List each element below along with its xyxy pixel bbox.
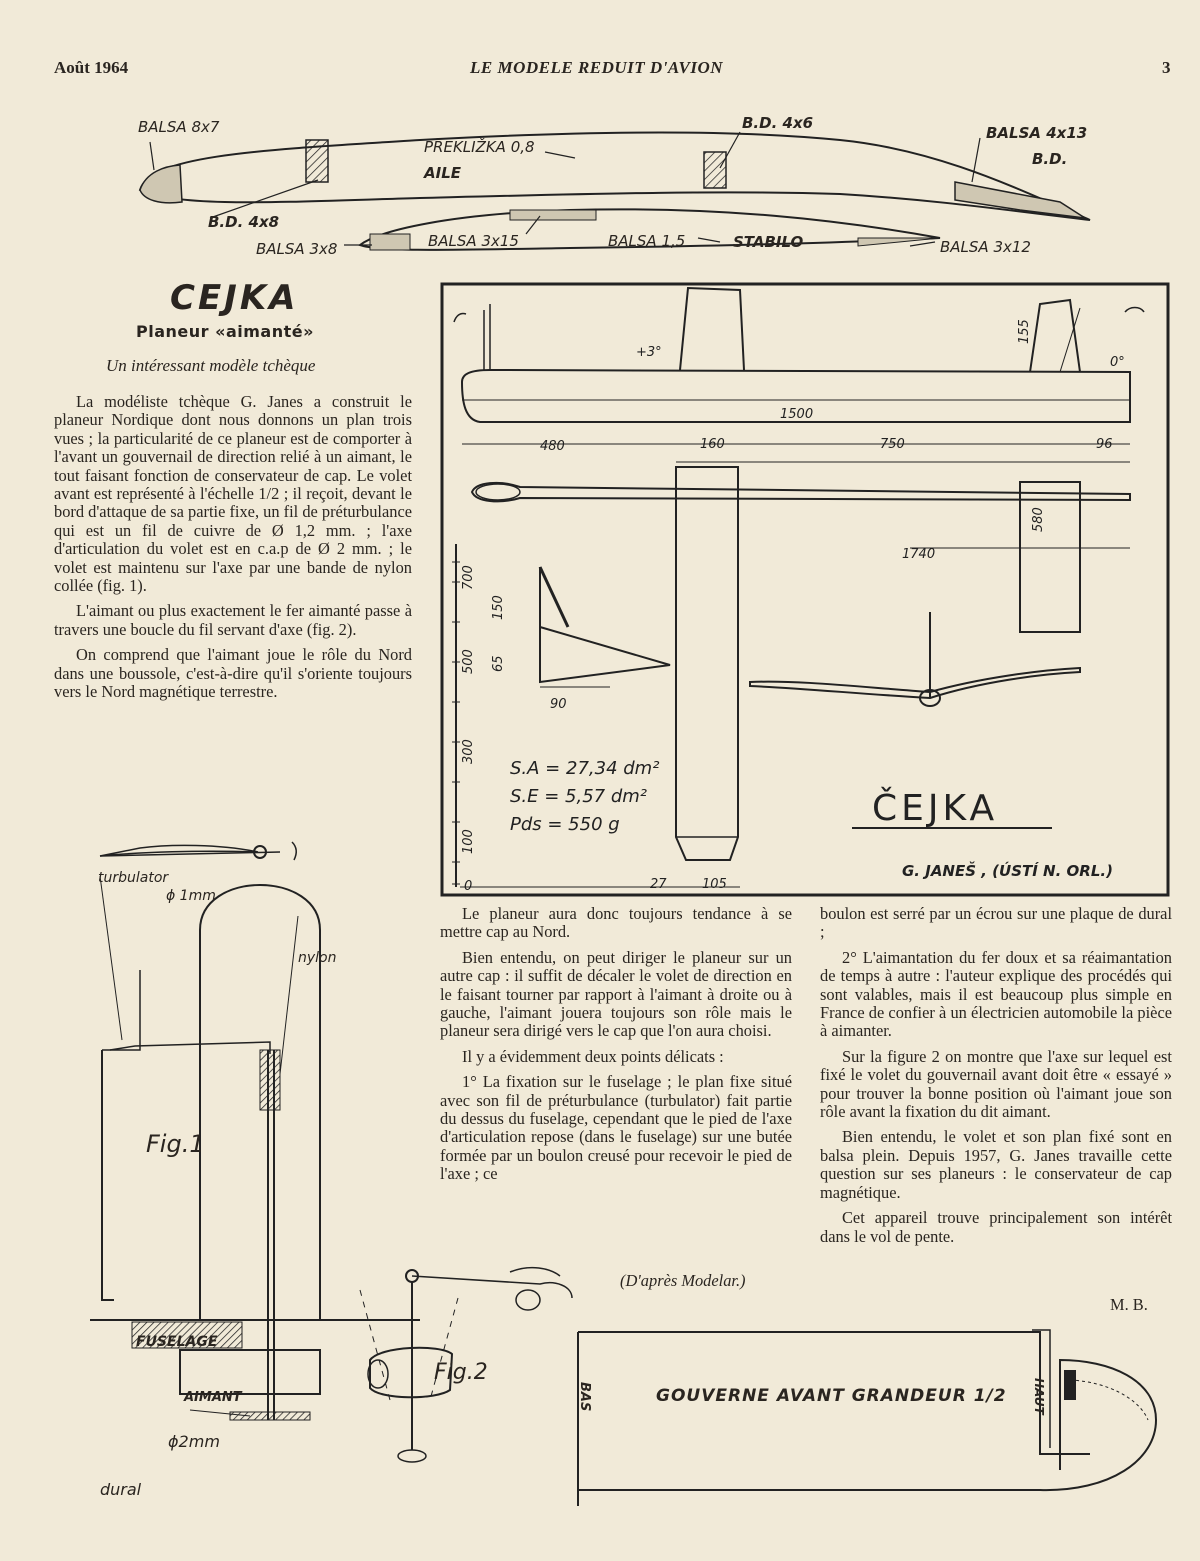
label-stab-skin: BALSA 1,5 bbox=[608, 232, 686, 250]
fig1-label: Fig.1 bbox=[146, 1130, 205, 1158]
paragraph: boulon est serré par un écrou sur une plaque de dural ; bbox=[820, 904, 1172, 942]
scale-label: 300 bbox=[461, 739, 476, 764]
dim-stab-incidence: 0° bbox=[1110, 355, 1125, 370]
paragraph: 2° L'aimantation du fer doux et sa réaimantation de temps à autre : l'auteur explique des procédés qui sont valables, mais il est beaucoup plus simple en France de confier à un électricien automobile la pièce à aimanter. bbox=[820, 947, 1172, 1041]
dim-tip-65: 65 bbox=[491, 655, 506, 672]
dim-root-27: 27 bbox=[650, 877, 667, 892]
article-source: (D'après Modelar.) bbox=[620, 1271, 746, 1290]
label-haut: HAUT bbox=[1032, 1378, 1046, 1415]
scale-label: 100 bbox=[461, 829, 476, 854]
dim-nose: 480 bbox=[540, 439, 565, 454]
label-stab-spar: BALSA 3x15 bbox=[428, 232, 519, 250]
dim-tail: 750 bbox=[880, 437, 905, 452]
article-column-2 bbox=[440, 905, 792, 1191]
magazine-title: LE MODELE REDUIT D'AVION bbox=[470, 58, 724, 77]
paragraph: Il y a évidemment deux points délicats : bbox=[462, 1046, 724, 1066]
spec-wing-area: S.A = 27,34 dm² bbox=[510, 758, 660, 779]
spec-weight: Pds = 550 g bbox=[510, 814, 620, 835]
plan-designer: G. JANEŠ , (ÚSTÍ N. ORL.) bbox=[902, 862, 1113, 880]
label-fuselage: FUSELAGE bbox=[136, 1334, 218, 1350]
three-view-plan bbox=[440, 282, 1170, 897]
label-te-bd: B.D. bbox=[1032, 150, 1068, 168]
label-spar-lower: B.D. 4x8 bbox=[208, 213, 280, 231]
dim-half-span: 1740 bbox=[902, 547, 936, 562]
dim-half-stab: 580 bbox=[1031, 507, 1046, 532]
article-title: CEJKA bbox=[170, 278, 299, 318]
label-le-balsa: BALSA 8x7 bbox=[138, 118, 220, 136]
dim-fuselage-length: 1500 bbox=[780, 407, 814, 422]
label-stab-le: BALSA 3x8 bbox=[256, 240, 338, 258]
wing-airfoil bbox=[140, 133, 1090, 221]
label-axle: ϕ2mm bbox=[168, 1432, 220, 1451]
label-turbulator: turbulator bbox=[98, 870, 169, 886]
page-number: 3 bbox=[1162, 58, 1171, 77]
article-signature: M. B. bbox=[1110, 1295, 1148, 1314]
label-nylon: nylon bbox=[298, 950, 337, 966]
wing-top bbox=[676, 467, 738, 860]
dim-tip-150: 150 bbox=[491, 595, 506, 620]
label-wing: AILE bbox=[424, 164, 461, 182]
label-aimant: AIMANT bbox=[184, 1390, 242, 1405]
fuselage-top bbox=[472, 483, 1130, 502]
label-stab-te: BALSA 3x12 bbox=[940, 238, 1031, 256]
label-spar-upper: B.D. 4x6 bbox=[742, 114, 814, 132]
label-te-balsa: BALSA 4x13 bbox=[986, 124, 1088, 142]
dim-root-105: 105 bbox=[702, 877, 727, 892]
label-skin: PŘEKLIŽKA 0,8 bbox=[424, 138, 535, 156]
paragraph: Cet appareil trouve principalement son intérêt dans le vol de pente. bbox=[820, 1208, 1172, 1246]
paragraph: Le planeur aura donc toujours tendance à se mettre cap au Nord. bbox=[440, 904, 792, 942]
issue-date: Août 1964 bbox=[54, 58, 129, 77]
plan-title: ČEJKA bbox=[872, 788, 999, 829]
article-subtitle: Planeur «aimanté» bbox=[136, 322, 314, 341]
scale-label: 700 bbox=[461, 565, 476, 590]
scale-label: 0 bbox=[464, 879, 473, 894]
paragraph: 1° La fixation sur le fuselage ; le plan fixe situé avec son fil de préturbulance (turbulator) fait partie du dessus du fuselage, cependant que le pied de l'axe d'articulation repose (dans le fuselage) sur une butée formée par un boulon creusé pour recevoir le pied de l'axe ; ce bbox=[440, 1072, 792, 1184]
dim-wing-chord: 160 bbox=[700, 437, 725, 452]
paragraph: Sur la figure 2 on montre que l'axe sur lequel est fixé le volet du gouvernail avant doit être « essayé » pour trouver la bonne position où l'aimant joue son rôle avant la fixation du dit aimant. bbox=[820, 1046, 1172, 1122]
front-view bbox=[750, 668, 1080, 698]
article-column-3 bbox=[820, 905, 1172, 1253]
rudder-caption: GOUVERNE AVANT GRANDEUR 1/2 bbox=[656, 1386, 1007, 1406]
label-stab: STABILO bbox=[733, 233, 804, 251]
dim-fin-incidence: +3° bbox=[636, 345, 662, 360]
paragraph: L'aimant ou plus exactement le fer aimanté passe à travers une boucle du fil servant d'axe (fig. 2). bbox=[54, 601, 412, 639]
paragraph: On comprend que l'aimant joue le rôle du Nord dans une boussole, c'est-à-dire qu'il s'oriente toujours vers le Nord magnétique terrestre. bbox=[54, 645, 412, 702]
paragraph: Bien entendu, le volet et son plan fixé sont en balsa plein. Depuis 1957, G. Janes travaille cette question sur ses planeurs : le conservateur de cap magnétique. bbox=[820, 1127, 1172, 1202]
dim-stab-chord: 96 bbox=[1096, 437, 1113, 452]
article-column-1 bbox=[54, 393, 412, 709]
paragraph: La modéliste tchèque G. Janes a construit le planeur Nordique dont nous donnons un plan trois vues ; la particularité de ce planeur est de comporter à l'avant un gouvernail de direction relié à un aimant, le tout faisant fonction de conservateur de cap. Le volet avant est représenté à l'échelle 1/2 ; il reçoit, devant le bord d'attaque de sa partie fixe, un fil de préturbulance qui est un fil de cuivre de Ø 1,2 mm. ; l'axe d'articulation du volet est en c.a.p de Ø 2 mm. ; le volet est maintenu sur l'axe par une bande de nylon collée (fig. 1). bbox=[54, 392, 412, 596]
dim-tip-90: 90 bbox=[550, 697, 567, 712]
label-bas: BAS bbox=[577, 1382, 592, 1412]
paragraph: Bien entendu, on peut diriger le planeur sur un autre cap : il suffit de décaler le volet de direction en le faisant tourner par rapport à l'aimant à droite ou à gauche, l'aimant jouera toujours son rôle mais le planeur sera dirigé vers le cap que l'on aura choisi. bbox=[440, 947, 792, 1041]
rudder-drawing bbox=[570, 1320, 1170, 1510]
dim-fin-height: 155 bbox=[1017, 319, 1032, 344]
article-kicker: Un intéressant modèle tchèque bbox=[106, 356, 316, 375]
label-dural: dural bbox=[100, 1480, 142, 1499]
fig2-label: Fig.2 bbox=[434, 1360, 488, 1385]
spec-stab-area: S.E = 5,57 dm² bbox=[510, 786, 648, 807]
label-turbulator-dia: ϕ 1mm bbox=[166, 888, 216, 904]
scale-label: 500 bbox=[461, 649, 476, 674]
